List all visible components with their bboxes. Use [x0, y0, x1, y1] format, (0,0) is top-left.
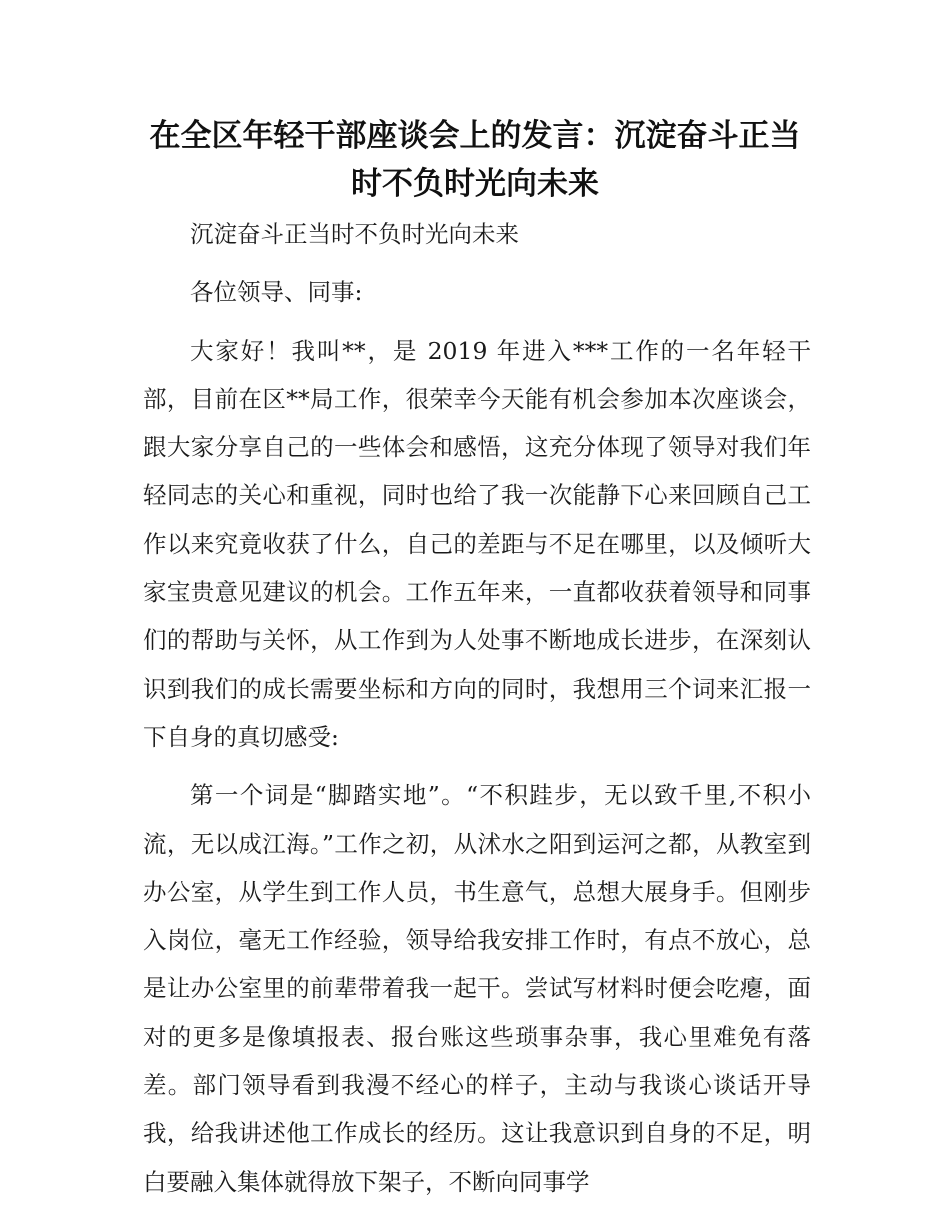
document-title: 在全区年轻干部座谈会上的发言：沉淀奋斗正当时不负时光向未来	[149, 118, 801, 202]
paragraph-salutation: 各位领导、同事:	[190, 278, 363, 307]
paragraph-subtitle: 沉淀奋斗正当时不负时光向未来	[190, 220, 519, 248]
paragraph-first-word: 第一个词是“脚踏实地”。“不积跬步，无以致千里,不积小流，无以成江海。”工作之初，从沭水之阳到运河之都，从教室到办公室，从学生到工作人员，书生意气，总想大展身手。但刚步入岗位，毫无工作经验，领导给我安排工作时，有点不放心，总是让办公室里的前辈带着我一起干。尝试写材料时便会吃瘪，面对的更多是像填报表、报台账这些琐事杂事，我心里难免有落差。部门领导看到我漫不经心的样子，主动与我谈心谈话开导我，给我讲述他工作成长的经历。这让我意识到自身的不足，明白要融入集体就得放下架子，不断向同事学	[143, 781, 811, 1196]
paragraph-introduction: 大家好！我叫**，是 2019 年进入***工作的一名年轻干部，目前在区**局工作，很荣幸今天能有机会参加本次座谈会，跟大家分享自己的一些体会和感悟，这充分体现了领导对我们年轻同志的关心和重视，同时也给了我一次能静下心来回顾自己工作以来究竟收获了什么，自己的差距与不足在哪里，以及倾听大家宝贵意见建议的机会。工作五年来，一直都收获着领导和同事们的帮助与关怀，从工作到为人处事不断地成长进步，在深刻认识到我们的成长需要坐标和方向的同时，我想用三个词来汇报一下自身的真切感受:	[143, 336, 811, 751]
document-body	[143, 210, 811, 1206]
